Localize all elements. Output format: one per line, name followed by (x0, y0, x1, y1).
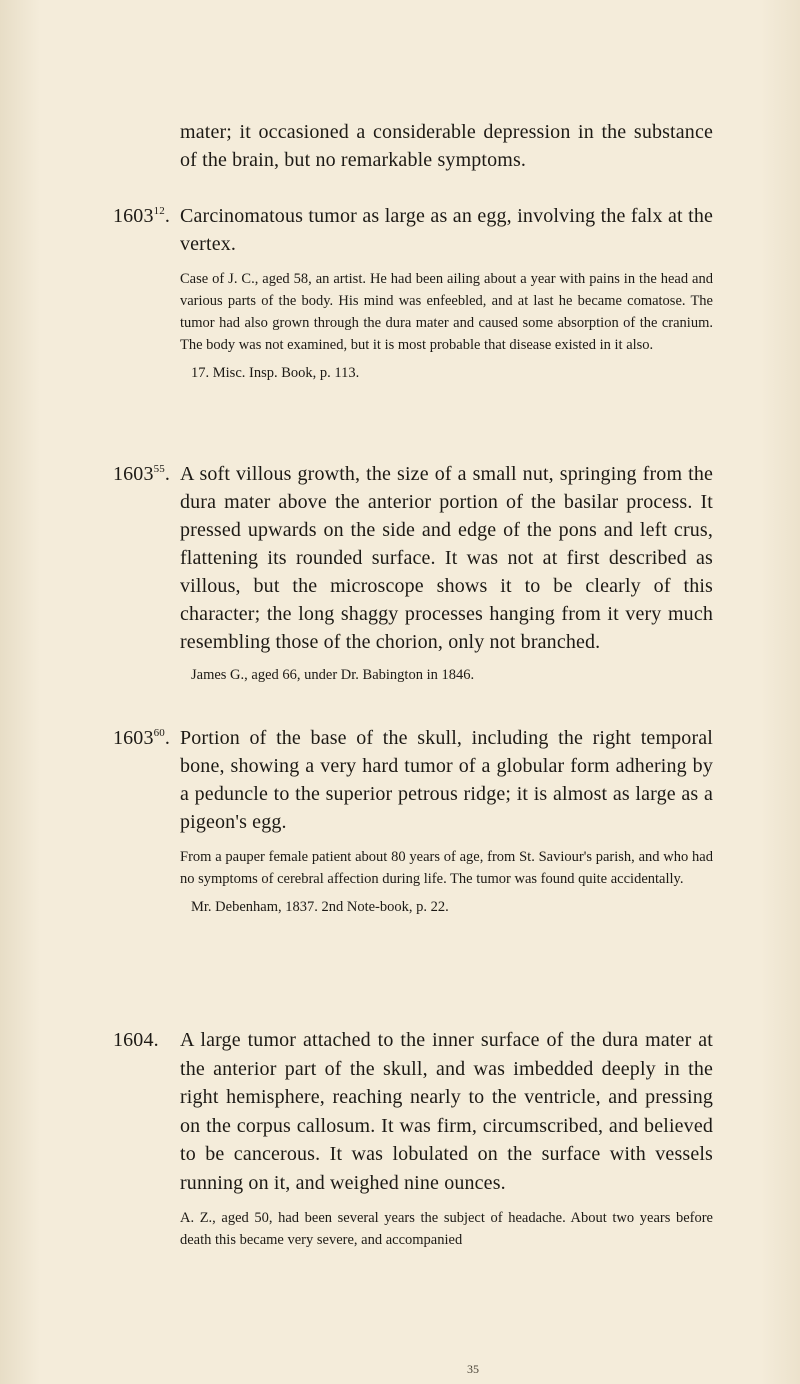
catalogue-entry-1603-60 (113, 724, 713, 918)
case-note: A. Z., aged 50, had been several years the subject of headache. About two years before death this became very severe, and accompanied (180, 1210, 713, 1248)
continuation-text: mater; it occasioned a considerable depression in the substance of the brain, but no remarkable symptoms. (180, 121, 713, 171)
catalogue-entry-1604 (113, 1026, 713, 1251)
source-reference: Mr. Debenham, 1837. 2nd Note-book, p. 22. (191, 899, 449, 915)
entry-description: A large tumor attached to the inner surface of the dura mater at the anterior part of the skull, and was imbedded deeply in the right hemisphere, reaching nearly to the ventricle, and pressing on the corpus callosum. It was firm, circumscribed, and believed to be cancerous. It was lobulated on the surface with vessels running on it, and weighed nine ounces. (180, 1029, 713, 1194)
catalogue-entry-1603-12 (113, 202, 713, 384)
case-note: From a pauper female patient about 80 years of age, from St. Saviour's parish, and who had no symptoms of cerebral affection during life. The tumor was found quite accidentally. (180, 849, 713, 887)
page-number: 35 (467, 1362, 479, 1376)
continuation-paragraph (113, 118, 713, 174)
entry-number: 1604. (113, 1029, 159, 1051)
source-reference: 17. Misc. Insp. Book, p. 113. (191, 365, 360, 381)
catalogue-entry-1603-55 (113, 460, 713, 686)
entry-description: Carcinomatous tumor as large as an egg, involving the falx at the vertex. (180, 205, 713, 255)
entry-number: 1603$^{12}$. (113, 205, 171, 227)
entry-number: 1603$^{55}$. (113, 463, 171, 485)
entry-description: Portion of the base of the skull, including the right temporal bone, showing a very hard tumor of a globular form adhering by a peduncle to the superior petrous ridge; it is almost as large as a pigeon's egg. (180, 727, 713, 833)
entry-number: 1603$^{60}$. (113, 727, 171, 749)
entry-description: A soft villous growth, the size of a small nut, springing from the dura mater above the anterior portion of the basilar process. It pressed upwards on the side and edge of the pons and left crus, flattening its rounded surface. It was not at first described as villous, but the microscope shows it to be clearly of this character; the long shaggy processes hanging from it very much resembling those of the chorion, only not branched. (180, 463, 713, 653)
source-reference: James G., aged 66, under Dr. Babington in 1846. (191, 667, 475, 683)
case-note: Case of J. C., aged 58, an artist. He had been ailing about a year with pains in the head and various parts of the body. His mind was enfeebled, and at last he became comatose. The tumor had also grown through the dura mater and caused some absorption of the cranium. The body was not examined, but it is most probable that disease existed in it also. (180, 271, 713, 353)
